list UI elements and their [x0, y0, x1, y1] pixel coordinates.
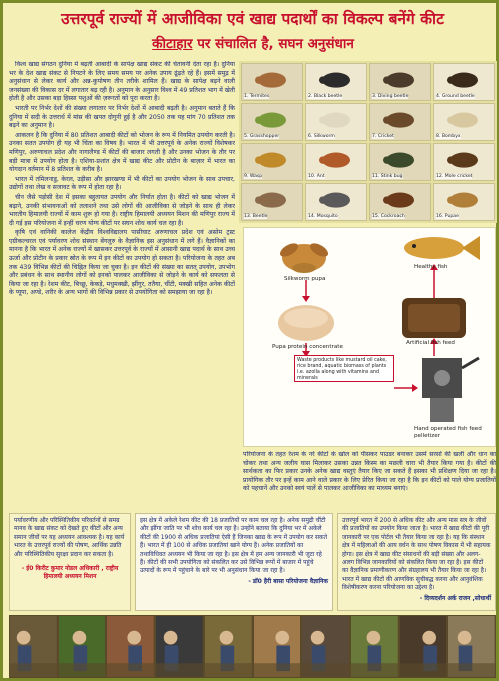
- quote-box-researcher: [337, 513, 496, 611]
- insect-photo-label: 8. Bombyx: [436, 134, 461, 139]
- page-subtitle: [63, 33, 443, 55]
- quote-signature: - ई0 किरीट कुमार नोडल अधिकारी , राष्ट्रीय हिमालयी अध्ययन मिशन: [21, 565, 119, 581]
- insect-photo: [433, 63, 495, 101]
- quote-box-nodal-officer: [9, 513, 131, 611]
- activity-image: [448, 616, 495, 677]
- insect-photo: [305, 103, 367, 141]
- paragraph: कृषि एवं वानिकी कालेज केंद्रीय विश्वविद्यालय पासीघाट अरुणाचल प्रदेश एवं असोम ट्रस्ट एग्रीकल्चरल एवं पर्यावरण शोध संस्थान बेंगलुरु के वैज्ञानिक इस अनुसंधान में लगे हैं। वैज्ञानिकों का मानना है कि भारत में अनेक राज्यों में खासकर उत्तरपूर्व के राज्यों में आसानी खाद्य पदार्थ के साथ उच्च ऊर्जा और प्रोटीन के प्रकार स्रोत के रूप में इन कीटों का उपयोग हो सकता है। परियोजना के तहत अब तक 439 विभिन्न कीटों की चिह्नित किया जा चुका है। इन कीटों की संख्या का सतत् उपयोग, उपभोग और प्रबंधन के साथ स्थानीय लोगों को इनको पालकर आजीविका से जोड़ने के कार्य को सफलता से किया जा रहा है। रेशम कीट, बिच्छू, केकड़े, मधुमक्खी, झींगुर, ततैया, चींटी, मक्खी सहित अनेक कीटों के प्यूपा, अण्डे, शरीर के अन्य भागों की विभिन्न प्रकार से उपयोगिता को समझाया जा रहा है।: [9, 229, 235, 297]
- insect-photo-label: 5. Grasshopper: [244, 134, 280, 139]
- activity-photo: [400, 616, 447, 677]
- activity-photo: [448, 616, 495, 677]
- insect-photo-label: 4. Ground beetle: [436, 94, 475, 99]
- paragraph: आकलन है कि दुनिया में 80 प्रतिशत आबादी कीटों को भोजन के रूप में नियमित उपयोग करती है। उनका सतत उपयोग ही यह भी चिंता का विषय है। भारत में भी उत्तरपूर्व के अनेक राज्यों विशेषकर मणिपुर, अरुणाचल प्रदेश और नागालैण्ड में कीटों की बाजार लगती है और उनका भोजन के तौर पर बड़ी मात्रा में उपयोग होता है। एशिया-प्रशांत क्षेत्र में खाद्य कीट और प्रोटीन के बाज़ार में भारत का योगदान वर्तमान में 8 प्रतिशत के करीब है।: [9, 131, 235, 174]
- activity-image: [254, 616, 301, 677]
- machine-label: Hand operated fish feed pelletizer: [414, 426, 482, 439]
- activity-photo: [156, 616, 203, 677]
- activity-photo: [254, 616, 301, 677]
- powder-label: Pupa protein concentrate: [272, 344, 343, 350]
- paragraph: भारती पर निर्भर देशों की संख्या लगातार पर निर्भर देशों में आबादी बढ़ती है। अनुमान बताते हैं कि दुनिया में सदी के उत्तरार्ध में मांस की खपत दोगुनी हुई है और 2050 तक यह मांग 70 प्रतिशत तक बढ़ने का अनुमान है।: [9, 104, 235, 130]
- insect-photo: [305, 143, 367, 181]
- quote-box-scientist: [135, 513, 333, 611]
- protein-powder-image: [278, 305, 334, 341]
- activity-image: [10, 616, 57, 677]
- insect-photo-label: 14. Mosquito: [308, 214, 338, 219]
- insect-photo: [369, 143, 431, 181]
- left-article-column: [9, 61, 235, 505]
- paragraph: चीन जैसे पड़ोसी देश में इसका बहुतायत उपयोग और निर्यात होता है। कीटों को खाद्य भोजन में बढ़ाने, उनकी संभावनाओं को तलाशने तथा उसे लोगों की आजीविका से जोड़ने के साथ ही लेकर भारतीय हिमालयी राज्यों में काम शुरू हो गया है। राष्ट्रीय हिमालयी अध्ययन मिशन की मणिपुर राज्य में दी गई इस परियोजना में इन्हीं चरण योग्य कीटों पर सघन शोध कार्य चल रहा है।: [9, 193, 235, 227]
- quote-signature: - डॉ0 हैरी बासा परियोजना वैज्ञानिक: [248, 577, 328, 585]
- fish-image: [404, 236, 480, 260]
- diagram-graphics: [244, 228, 497, 448]
- subtitle-rest: पर संचालित है, सघन अनुसंधान: [192, 36, 354, 52]
- silkworm-pupa-image: [278, 241, 330, 273]
- bottom-photo-strip: [9, 615, 496, 678]
- insect-photo-label: 11. Stink bug: [372, 174, 403, 179]
- insect-photo: [369, 183, 431, 221]
- fish-label: Healthy fish: [414, 264, 448, 270]
- silkworm-label: Silkworm pupa: [284, 276, 326, 282]
- insect-photo: [433, 143, 495, 181]
- insect-photo-label: 15. Cockroach: [372, 214, 405, 219]
- insect-photo-label: 13. Beetle: [244, 214, 268, 219]
- insect-photo: [241, 183, 303, 221]
- insect-photo-label: 16. Pupae: [436, 214, 459, 219]
- activity-image: [107, 616, 154, 677]
- paragraph: विश्व खाद्य संगठन दुनिया में बढ़ती आबादी के सापेक्ष खाद्य संकट की चेतावनी देता रहा है। दुनिया भर के देश खाद्य संकट से निपटने के लिए समय समय पर अनेक उपाय ढूंढ़ते रहे हैं। इसमें समुद्र में अनुसंधान से लेकर कार्य और अन्न-कुपोषण तीन तरीके शामिल हैं। खाद्य के सापेक्ष बढ़ने वाली जनसंख्या की विकास दर में लगातार बढ़ रही है। अनुमान के अनुसार विश्व में 49 प्रतिशत भाग में खेती होती है और उसका बड़ा हिस्सा पशुओं की ज़रूरतों को पूरा करता है।: [9, 61, 235, 103]
- insect-photo: [241, 63, 303, 101]
- quote-text: पर्यावरणीय और परिस्थितिकीय परिवर्तनों से समग्र मानव के खाद्य संकट को देखते हुए कीटों और अन्य समान जीवों पर यह अध्ययन आवश्यक है। यह कार्य भारत के उत्तरपूर्व राज्यों की पोषण, आर्थिक उन्नति और परिस्थितिकीय सुरक्षा प्रदान कर सकता है।: [14, 517, 125, 558]
- activity-image: [205, 616, 252, 677]
- activity-image: [400, 616, 447, 677]
- pelletizer-machine-image: [422, 358, 479, 422]
- activity-image: [302, 616, 349, 677]
- activity-photo: [10, 616, 57, 677]
- insect-photo-label: 10. Ant: [308, 174, 325, 179]
- insect-photo: [241, 143, 303, 181]
- paragraph: भारत में तमिलनाडु, केरल, उड़ीसा और झारखण्ड में भी कीटों का उपयोग भोजन के साथ उपचार, उद्योगों तथा लेख व सजावट के रूप में होता रहा है।: [9, 175, 235, 192]
- waste-products-box: Waste products like mustard oil cake, rice brand, aquatic biomass of plants i.e. azolla along with vitamins and minerals: [294, 355, 394, 382]
- quote-text: उत्तरपूर्व भारत में 200 से अधिक कीट और अन्य मास सत्र के जीवों की प्रजातियों का उपयोग किया जाता है। भारत में खाद्य कीटों की पूरी जानकारी पर एक पोर्टल भी तैयार किया जा रहा है। यह कि संस्थान क्षेत्र में महिलाओं की आय वर्धन के साथ पोषण विकास में भी सहायक होगा। इस क्षेत्र में खाद्य कीट संसाधनों की बड़ी संख्या और अलग-अलग विभिन्न जानकारियों को संकलित किया जा रहा है। इस कीटों का वैज्ञानिक प्रमाणीकरण और संग्रहालय भी तैयार किया जा रहा है। भारत में खाद्य कीटों की आणविक सुचीबद्ध करना और आनुवंशिक विशेषीकरण करना परियोजना का उद्देश्य है।: [342, 517, 491, 592]
- quote-signature: - दिव्यदर्शन अर्क राजन ,सोधार्थी: [419, 594, 491, 602]
- insect-photo: [241, 103, 303, 141]
- activity-photo: [59, 616, 106, 677]
- insect-photo-label: 3. Diving beetle: [372, 94, 409, 99]
- insect-photo-label: 7. Cricket: [372, 134, 394, 139]
- insect-photo: [369, 63, 431, 101]
- activity-photo: [205, 616, 252, 677]
- activity-photo: [302, 616, 349, 677]
- quotes-row: [9, 513, 496, 611]
- fish-feed-diagram: [243, 227, 496, 447]
- quote-text: इस क्षेत्र में अकेले रेशम कीट की 18 प्रजातियों पर काम चल रहा है। अनेक समुद्री चींटी और झींगा जाति पर भी शोध कार्य चल रहा है। उन्होंने बताया कि दुनिया भर में अकेले कीटों की 1900 से अधिक प्रजातियां ऐसी हैं जिनका खाद्य के रूप में उपयोग कर सकते हैं। भारत में ही 100 से अधिक प्रजातियां खाने योग्य हैं। अनेक प्रजातियों का तथाविधिवत अध्ययन भी किया जा रहा है। इस क्षेत्र में हम अन्य जानकारी भी जुटा रहे हैं। कीटों की सभी उपयोगिता को संकलित कर उसे विभिन्न रूपों में बाजार में पहुंचे उत्पादों के रूप में पहुंचाने के बारे पर भी अनुसंधान किया जा रहा है।: [140, 517, 328, 575]
- activity-photo: [351, 616, 398, 677]
- activity-image: [351, 616, 398, 677]
- insect-photo-label: 12. Mole cricket: [436, 174, 473, 179]
- activity-photo: [107, 616, 154, 677]
- page-title: उत्तरपूर्व राज्यों में आजीविका एवं खाद्य पदार्थों का विकल्प बनेंगे कीट: [61, 10, 444, 28]
- feed-label: Artificial fish feed: [406, 340, 455, 346]
- insect-photo-label: 2. Black beetle: [308, 94, 343, 99]
- insect-photo-label: 6. Silkworm: [308, 134, 335, 139]
- insect-photo: [369, 103, 431, 141]
- activity-image: [156, 616, 203, 677]
- fish-feed-image: [402, 298, 466, 338]
- subtitle-highlight: कीटाहार: [152, 36, 193, 52]
- activity-image: [59, 616, 106, 677]
- insect-photo-grid: [239, 61, 497, 223]
- insect-photo-label: 1. Termites: [244, 94, 270, 99]
- insect-photo: [433, 103, 495, 141]
- insect-photo: [305, 183, 367, 221]
- insect-photo: [433, 183, 495, 221]
- insect-photo-label: 9. Wasp: [244, 174, 263, 179]
- insect-photo: [305, 63, 367, 101]
- right-article-column: परियोजना के तहत रेशम के नरे कीटों के खोल को पीसकर पाउडर बनाकर उसमें सरसों की खली और धान का चोकर तथा अन्य जलीय घास मिलाकर उसका उन्नत किस्म का मछली चारा भी तैयार किया गया है। कीटों की सार्थकता का फिर प्रकार उनके अनेक खाद्य वस्तुएं तैयार किए जा सकते हैं इसका भी प्रशिक्षण दिया जा रहा है। प्रायोगिक तौर पर इन्हें काम आने वाले प्रकार के लिए प्रेरित किया जा रहा है कि इन कीटों को पाले योग्य प्रजातियों को पहचानें और उनको स्वयं पालें से पालकर आजीविका का माध्यम बनाएं।: [243, 451, 496, 493]
